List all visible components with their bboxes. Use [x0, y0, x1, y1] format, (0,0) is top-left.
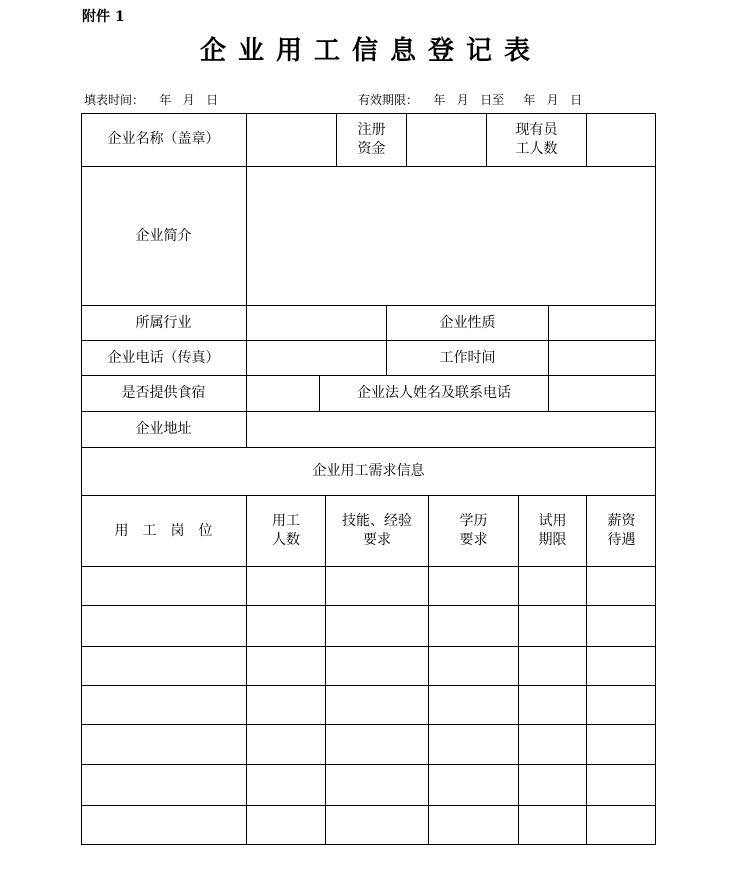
nature-label: 企业性质 — [439, 314, 496, 331]
demand-row-3-position-field[interactable] — [81, 647, 246, 685]
demand-row-3-probation-field[interactable] — [519, 647, 586, 685]
nature-field[interactable] — [549, 306, 656, 340]
demand-row-5-probation-field[interactable] — [519, 725, 586, 764]
demand-row-1-position-field[interactable] — [81, 567, 246, 605]
header-position: 用 工 岗 位 — [114, 522, 213, 539]
work-hours-field[interactable] — [549, 341, 656, 375]
board-lodging-field[interactable] — [247, 376, 319, 411]
demand-row-5-headcount-field[interactable] — [247, 725, 325, 764]
demand-row-2-position-field[interactable] — [81, 606, 246, 646]
company-name-label: 企业名称（盖章） — [107, 131, 220, 147]
demand-row-1-headcount-field[interactable] — [247, 567, 325, 605]
company-name-field[interactable] — [247, 113, 336, 166]
demand-row-7-probation-field[interactable] — [519, 806, 586, 844]
demand-row-3-education-field[interactable] — [429, 647, 518, 685]
address-field[interactable] — [247, 412, 656, 447]
phone-label: 企业电话（传真） — [107, 349, 220, 366]
demand-row-3-skills-field[interactable] — [326, 647, 428, 685]
phone-field[interactable] — [247, 341, 386, 375]
demand-row-2-salary-field[interactable] — [587, 606, 655, 646]
demand-row-4-skills-field[interactable] — [326, 686, 428, 724]
demand-row-4-salary-field[interactable] — [587, 686, 655, 724]
demand-row-1-skills-field[interactable] — [326, 567, 428, 605]
demand-row-5-position-field[interactable] — [81, 725, 246, 764]
demand-row-6-skills-field[interactable] — [326, 765, 428, 805]
work-hours-label: 工作时间 — [439, 349, 496, 366]
demand-row-5-skills-field[interactable] — [326, 725, 428, 764]
fill-time-line: 填表时间： 年 月 日 — [84, 93, 219, 107]
current-staff-field[interactable] — [587, 113, 656, 166]
current-staff-label: 现有员 工人数 — [515, 121, 558, 157]
demand-row-1-education-field[interactable] — [429, 567, 518, 605]
registered-capital-field[interactable] — [407, 113, 486, 166]
header-salary: 薪资 待遇 — [607, 513, 636, 548]
demand-row-7-salary-field[interactable] — [587, 806, 655, 844]
demand-row-4-position-field[interactable] — [81, 686, 246, 724]
demand-row-6-salary-field[interactable] — [587, 765, 655, 805]
demand-row-5-salary-field[interactable] — [587, 725, 655, 764]
legal-rep-field[interactable] — [549, 376, 656, 411]
demand-row-2-skills-field[interactable] — [326, 606, 428, 646]
demand-row-2-probation-field[interactable] — [519, 606, 586, 646]
demand-row-4-education-field[interactable] — [429, 686, 518, 724]
demand-row-6-position-field[interactable] — [81, 765, 246, 805]
valid-period-line: 有效期限： 年 月 日至 年 月 日 — [358, 93, 583, 107]
demand-row-1-salary-field[interactable] — [587, 567, 655, 605]
header-headcount: 用工 人数 — [272, 513, 300, 548]
demand-row-7-position-field[interactable] — [81, 806, 246, 844]
demand-row-6-probation-field[interactable] — [519, 765, 586, 805]
demand-row-4-probation-field[interactable] — [519, 686, 586, 724]
profile-label: 企业简介 — [135, 227, 192, 244]
demand-row-6-education-field[interactable] — [429, 765, 518, 805]
registration-form — [81, 113, 656, 845]
header-skills: 技能、经验 要求 — [342, 513, 412, 548]
industry-label: 所属行业 — [135, 314, 192, 331]
demand-row-6-headcount-field[interactable] — [247, 765, 325, 805]
legal-rep-label: 企业法人姓名及联系电话 — [357, 385, 511, 401]
demand-row-1-probation-field[interactable] — [519, 567, 586, 605]
demand-row-4-headcount-field[interactable] — [247, 686, 325, 724]
demand-row-7-education-field[interactable] — [429, 806, 518, 844]
address-label: 企业地址 — [135, 421, 192, 437]
header-probation: 试用 期限 — [538, 513, 567, 548]
header-education: 学历 要求 — [459, 513, 488, 548]
registered-capital-label: 注册 资金 — [357, 121, 386, 157]
demand-row-7-headcount-field[interactable] — [247, 806, 325, 844]
demand-row-7-skills-field[interactable] — [326, 806, 428, 844]
attachment-label: 附件 1 — [82, 9, 125, 25]
demand-row-3-headcount-field[interactable] — [247, 647, 325, 685]
page-title: 企业用工信息登记表 — [199, 36, 542, 66]
demand-row-3-salary-field[interactable] — [587, 647, 655, 685]
industry-field[interactable] — [247, 306, 386, 340]
demand-section-title: 企业用工需求信息 — [312, 463, 425, 479]
board-lodging-label: 是否提供食宿 — [121, 385, 206, 401]
demand-row-2-headcount-field[interactable] — [247, 606, 325, 646]
profile-field[interactable] — [247, 167, 656, 305]
demand-row-2-education-field[interactable] — [429, 606, 518, 646]
demand-row-5-education-field[interactable] — [429, 725, 518, 764]
